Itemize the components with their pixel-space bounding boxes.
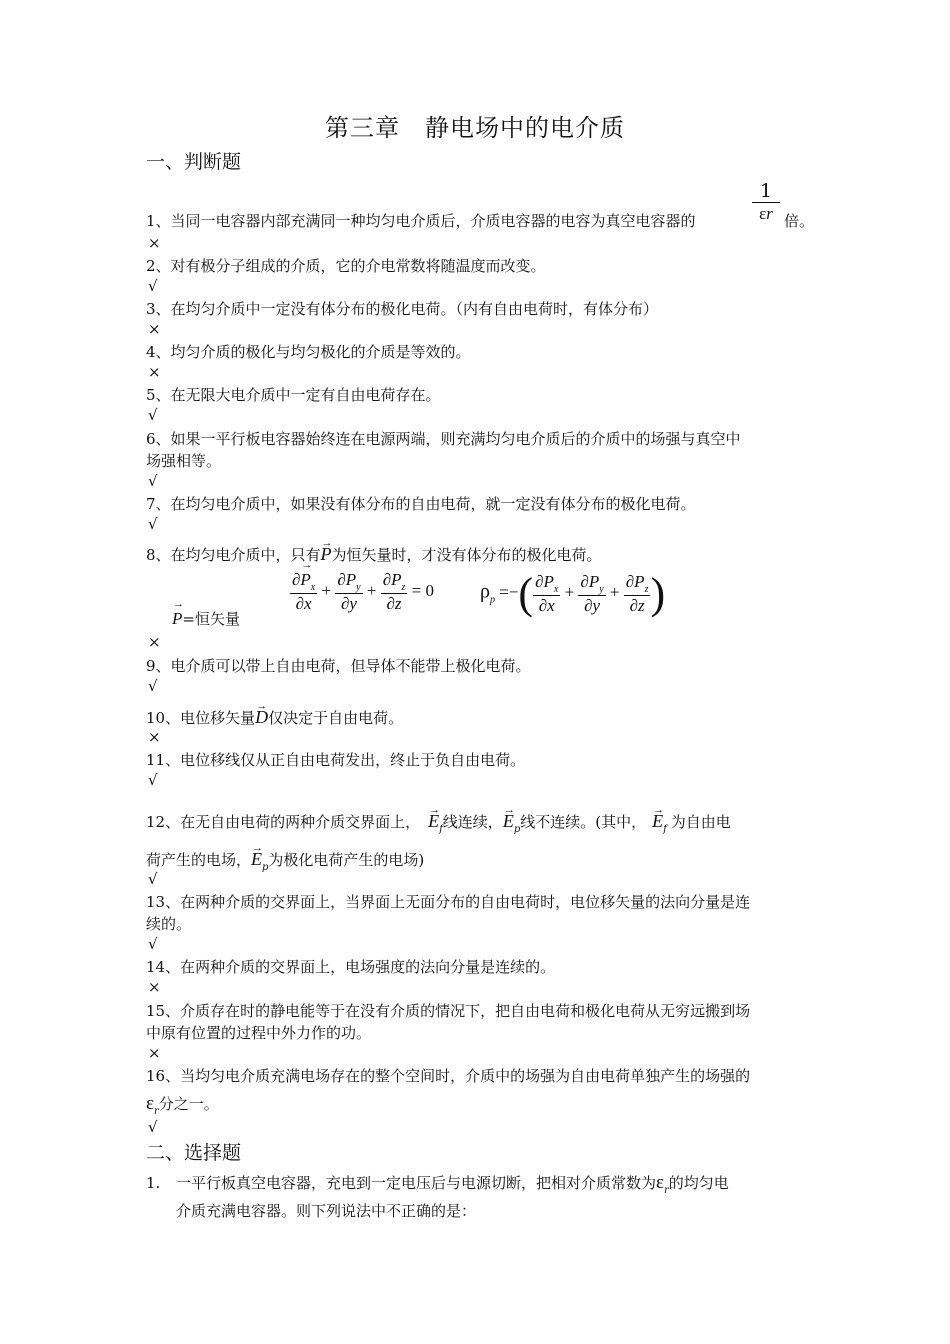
z-symbol: z xyxy=(638,595,645,615)
question-8-text-post: 为恒矢量时，才没有体分布的极化电荷。 xyxy=(331,546,602,564)
question-10-text-pre: 10、电位移矢量 xyxy=(146,709,256,727)
P-symbol: P xyxy=(634,571,645,591)
x-symbol: x xyxy=(547,595,555,615)
question-10-text-post: 仅决定于自由电荷。 xyxy=(268,709,404,727)
plus-sign: + xyxy=(609,582,620,602)
fraction-dPz-dz xyxy=(624,572,651,616)
sub-z: z xyxy=(401,582,406,593)
question-1 xyxy=(146,211,696,231)
question-16-line-1: 16、当均匀电介质充满电场存在的整个空间时，介质中的场强为自由电荷单独产生的场强的 xyxy=(146,1067,751,1085)
sub-x: x xyxy=(553,583,559,595)
answer-13: √ xyxy=(148,935,158,953)
answer-6: √ xyxy=(148,472,158,490)
choice-1-text-pre: 一平行板真空电容器，充电到一定电压后与电源切断，把相对介质常数为 xyxy=(176,1174,657,1192)
question-11: 11、电位移线仅从正自由电荷发出，终止于负自由电荷。 xyxy=(146,751,526,769)
answer-3: × xyxy=(148,320,161,338)
fraction-denominator xyxy=(752,203,780,225)
question-3: 3、在均匀介质中一定没有体分布的极化电荷。（内有自由电荷时，有体分布） xyxy=(146,300,659,318)
fraction-dPy-dy xyxy=(578,572,605,616)
z-symbol: z xyxy=(394,594,402,613)
question-14: 14、在两种介质的交界面上，电场强度的法向分量是连续的。 xyxy=(146,958,556,976)
polarization-charge-equation xyxy=(480,568,665,619)
partial-symbol: ∂ xyxy=(340,594,350,613)
question-8 xyxy=(146,544,602,565)
answer-5: √ xyxy=(148,406,158,424)
r-symbol: r xyxy=(766,204,773,223)
section-heading-multiple-choice: 二、选择题 xyxy=(146,1142,242,1164)
plus-sign: + xyxy=(564,582,575,602)
page-title: 第三章 静电场中的电介质 xyxy=(325,114,625,142)
question-12-text-mid3: 为自由电 xyxy=(670,813,731,831)
question-12-line-2-post: 为极化电荷产生的电场) xyxy=(268,851,425,869)
answer-4: × xyxy=(148,363,161,381)
sub-y: y xyxy=(356,582,361,593)
P-vector-symbol: → P xyxy=(321,544,332,564)
x-symbol: x xyxy=(304,594,312,613)
sub-y: y xyxy=(599,583,604,595)
question-15-line-1: 15、介质存在时的静电能等于在没有介质的情况下，把自由电荷和极化电荷从无穷远搬到场 xyxy=(146,1002,751,1020)
answer-2: √ xyxy=(148,277,158,295)
question-1-text: 1、当同一电容器内部充满同一种均匀电介质后，介质电容器的电容为真空电容器的 xyxy=(146,212,696,230)
partial-symbol: ∂ xyxy=(295,594,305,613)
equals-sign: = xyxy=(411,580,422,600)
section-heading-true-false: 一、判断题 xyxy=(146,151,242,173)
E-vector-symbol: → E xyxy=(652,811,663,831)
P-symbol: → P xyxy=(300,570,310,590)
sub-x: x xyxy=(310,582,316,593)
question-12-text-mid2: 线不连续。(其中， xyxy=(520,813,647,831)
y-symbol: y xyxy=(349,594,357,613)
fraction-dPy-dy xyxy=(335,570,362,614)
rho-symbol: ρ xyxy=(480,580,490,603)
partial-symbol: ∂ xyxy=(538,595,548,615)
question-5: 5、在无限大电介质中一定有自由电荷存在。 xyxy=(146,386,441,404)
question-9: 9、电介质可以带上自由电荷，但导体不能带上极化电荷。 xyxy=(146,657,531,675)
sub-f: f xyxy=(439,824,443,835)
E-vector-symbol: → E xyxy=(428,811,439,831)
fraction-dPx-dx xyxy=(290,570,317,614)
choice-1-text-post: 的均匀电 xyxy=(668,1174,729,1192)
sub-p: p xyxy=(262,862,269,873)
sub-p: p xyxy=(489,594,495,606)
answer-10: × xyxy=(148,728,161,746)
epsilon-symbol: ε xyxy=(759,204,767,223)
partial-symbol: ∂ xyxy=(337,570,346,589)
partial-symbol: ∂ xyxy=(629,595,638,615)
choice-1-number: 1. xyxy=(146,1174,161,1192)
question-7: 7、在均匀电介质中，如果没有体分布的自由电荷，就一定没有体分布的极化电荷。 xyxy=(146,495,696,513)
answer-11: √ xyxy=(148,771,158,789)
sub-z: z xyxy=(644,583,649,595)
question-6-line-2: 场强相等。 xyxy=(146,452,222,470)
y-symbol: y xyxy=(592,595,601,615)
fraction-1-over-eps-r xyxy=(752,180,780,225)
choice-1-line-2: 介质充满电容器。则下列说法中不正确的是： xyxy=(176,1202,477,1220)
partial-symbol: ∂ xyxy=(625,571,635,591)
answer-1: × xyxy=(148,234,161,252)
question-12-text-mid1: 线连续， xyxy=(442,813,503,831)
question-8-text-pre: 8、在均匀电介质中，只有 xyxy=(146,546,321,564)
question-12-text-pre: 12、在无自由电荷的两种介质交界面上， xyxy=(146,813,421,831)
plus-sign: + xyxy=(366,580,377,600)
choice-1-line-1 xyxy=(176,1173,729,1201)
question-13-line-1: 13、在两种介质的交界面上，当界面上无面分布的自由电荷时，电位移矢量的法向分量是连 xyxy=(146,893,751,911)
question-15-line-2: 中原有位置的过程中外力作的功。 xyxy=(146,1024,372,1042)
fraction-dPx-dx xyxy=(533,572,560,616)
constant-vector-text: =恒矢量 xyxy=(182,610,240,628)
answer-9: √ xyxy=(148,677,158,695)
partial-symbol: ∂ xyxy=(580,571,589,591)
answer-14: × xyxy=(148,978,161,996)
epsilon-symbol: ε xyxy=(656,1172,664,1193)
fraction-numerator: 1 xyxy=(752,180,780,203)
equals-sign: = xyxy=(499,582,509,602)
question-2: 2、对有极分子组成的介质，它的介电常数将随温度而改变。 xyxy=(146,257,546,275)
partial-symbol: ∂ xyxy=(584,595,593,615)
P-symbol: P xyxy=(543,571,554,591)
epsilon-symbol: ε xyxy=(146,1093,154,1114)
E-vector-symbol: → E xyxy=(503,811,514,831)
question-12-line-2 xyxy=(146,849,424,878)
left-paren: ( xyxy=(518,569,534,618)
D-vector-symbol: → D xyxy=(255,707,268,727)
question-6-line-1: 6、如果一平行板电容器始终连在电源两端，则充满均匀电介质后的介质中的场强与真空中 xyxy=(146,430,741,448)
zero: 0 xyxy=(425,580,434,600)
question-4: 4、均匀介质的极化与均匀极化的介质是等效的。 xyxy=(146,343,471,361)
question-13-line-2: 续的。 xyxy=(146,915,192,933)
answer-15: × xyxy=(148,1044,161,1062)
sub-r: r xyxy=(153,1106,159,1117)
sub-f: f xyxy=(663,824,667,835)
E-vector-symbol: → E xyxy=(251,849,262,869)
question-12-line-1 xyxy=(146,811,731,840)
partial-symbol: ∂ xyxy=(382,570,392,589)
P-symbol: P xyxy=(391,570,402,589)
question-16-line-2-text: 分之一。 xyxy=(158,1095,219,1113)
fraction-dPz-dz xyxy=(381,570,408,614)
sub-r: r xyxy=(664,1185,669,1196)
answer-12: √ xyxy=(148,870,158,888)
question-12-line-2-pre: 荷产生的电场， xyxy=(146,851,252,869)
divergence-equation xyxy=(290,570,434,614)
P-constant-label xyxy=(172,608,240,629)
answer-8: × xyxy=(148,633,161,651)
sub-p: p xyxy=(513,824,521,835)
question-1-suffix: 倍。 xyxy=(784,212,815,230)
answer-7: √ xyxy=(148,515,158,533)
right-paren: ) xyxy=(650,569,666,618)
P-symbol: P xyxy=(588,571,600,591)
question-10 xyxy=(146,707,403,728)
plus-sign: + xyxy=(321,580,332,600)
partial-symbol: ∂ xyxy=(386,594,395,613)
minus-sign: − xyxy=(508,582,519,602)
partial-symbol: ∂ xyxy=(292,570,301,589)
P-symbol: P xyxy=(345,570,357,589)
P-vector-symbol: → P xyxy=(172,609,182,629)
partial-symbol: ∂ xyxy=(535,571,544,591)
answer-16: √ xyxy=(148,1118,158,1136)
